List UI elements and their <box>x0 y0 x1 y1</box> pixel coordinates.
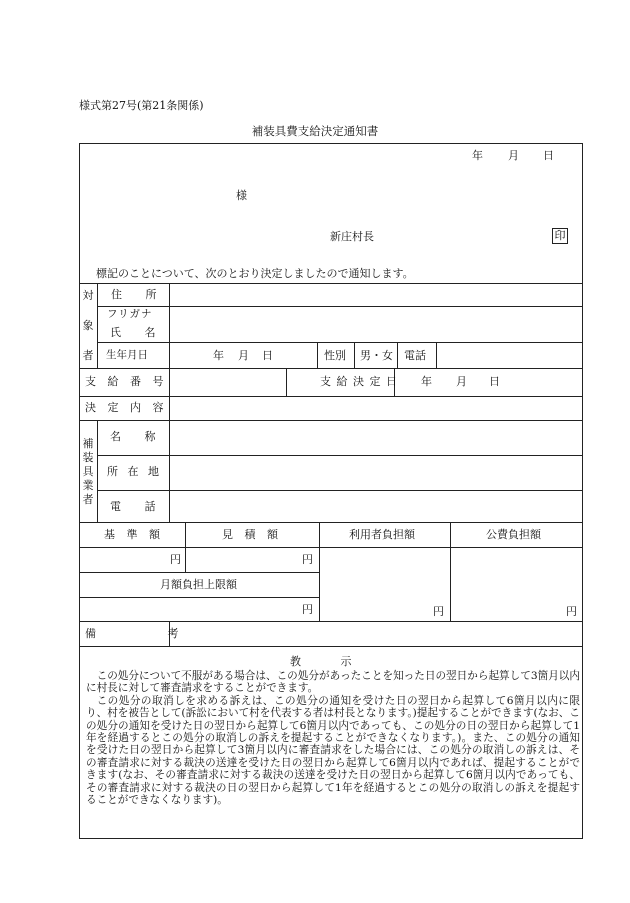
document-title: 補装具費支給決定通知書 <box>251 124 379 138</box>
phone-label: 電話 <box>404 349 426 362</box>
vendor-label-1: 補 <box>82 437 94 450</box>
issuer: 新庄村長 <box>330 230 374 243</box>
rule <box>79 646 583 647</box>
standard-amount-label: 基 準 額 <box>104 528 164 541</box>
rule <box>317 342 318 368</box>
rule <box>286 368 287 396</box>
rule <box>79 621 583 622</box>
notice-text <box>86 670 580 806</box>
vendor-label-3: 具 <box>82 465 94 478</box>
remarks-label: 備 考 <box>85 627 213 640</box>
birthdate-label: 生年月日 <box>106 349 148 361</box>
birth-year: 年 <box>213 349 224 362</box>
rule <box>319 522 320 621</box>
vendor-location-label: 所 在 地 <box>107 465 162 478</box>
subject-label-2: 象 <box>82 319 94 332</box>
vendor-label-2: 装 <box>82 451 94 464</box>
yen-unit: 円 <box>170 553 181 566</box>
rule <box>397 342 398 368</box>
estimate-amount-label: 見 積 額 <box>222 528 282 541</box>
addressee-suffix: 様 <box>236 189 247 202</box>
notice-paragraph: この処分について不服がある場合は、この処分があったことを知った日の翌日から起算して3箇月以内に村長に対して審査請求をすることができます。 <box>86 670 580 695</box>
rule <box>354 342 355 368</box>
rule <box>79 522 583 523</box>
rule <box>79 396 583 397</box>
rule <box>79 547 583 548</box>
sex-options: 男・女 <box>360 349 393 362</box>
rule <box>450 522 451 621</box>
vendor-label-5: 者 <box>82 493 94 506</box>
intro-text: 標記のことについて、次のとおり決定しましたので通知します。 <box>96 267 414 280</box>
rule <box>169 283 170 522</box>
birth-day: 日 <box>262 349 273 362</box>
vendor-label-4: 業 <box>82 479 94 492</box>
yen-unit: 円 <box>302 603 313 616</box>
issue-date-day: 日 <box>543 149 554 162</box>
birth-month: 月 <box>238 349 249 362</box>
vendor-name-label: 名 称 <box>110 430 166 443</box>
yen-unit: 円 <box>566 605 577 618</box>
public-burden-label: 公費負担額 <box>486 528 541 541</box>
rule <box>97 283 98 368</box>
address-label: 住 所 <box>111 288 167 301</box>
rule <box>79 597 319 598</box>
seal-mark: 印 <box>552 228 568 244</box>
subject-label-3: 者 <box>82 349 94 362</box>
sex-label: 性別 <box>324 349 346 362</box>
rule <box>97 420 98 522</box>
name-label: 氏 名 <box>110 326 166 339</box>
notice-paragraph: この処分の取消しを求める訴えは、この処分の通知を受けた日の翌日から起算して6箇月以内に限り、村を被告として(訴訟において村を代表する者は村長となります。)提起することができます(なお、この処分の通知を受けた日の翌日から起算して6箇月以内であっても、この処分の日の翌日から起算して1年を経過するとこの処分の取消しの訴えを提起することができなくなります。)。また、この処分の通知を受けた日の翌日から起算して3箇月以内に審査請求をした場合には、この処分の取消しの訴えは、その審査請求に対する裁決の送達を受けた日の翌日から起算して6箇月以内であれば、提起することができます(なお、その審査請求に対する裁決の送達を受けた日の翌日から起算して6箇月以内であっても、その審査請求に対する裁決の日の翌日から起算して1年を経過するとこの処分の取消しの訴えを提起することができなくなります)。 <box>86 694 580 807</box>
form-code: 様式第27号(第21条関係) <box>79 99 204 112</box>
rule <box>185 522 186 572</box>
subject-label-1: 対 <box>82 289 94 302</box>
decision-day: 日 <box>489 375 500 388</box>
rule <box>79 368 583 369</box>
vendor-phone-label: 電 話 <box>110 500 166 513</box>
rule <box>436 342 437 368</box>
monthly-cap-label: 月額負担上限額 <box>160 578 237 591</box>
payment-number-label: 支 給 番 号 <box>85 375 168 388</box>
rule <box>79 283 583 284</box>
notice-heading: 教 示 <box>290 655 370 668</box>
decision-content-label: 決 定 内 容 <box>85 401 168 414</box>
decision-month: 月 <box>456 375 467 388</box>
decision-date-label: 支 給 決 定 日 <box>320 375 398 388</box>
user-burden-label: 利用者負担額 <box>349 528 415 541</box>
yen-unit: 円 <box>302 553 313 566</box>
issue-date-year: 年 <box>472 149 483 162</box>
yen-unit: 円 <box>433 605 444 618</box>
rule <box>79 420 583 421</box>
furigana-label: フリガナ <box>107 308 153 320</box>
rule <box>79 572 319 573</box>
issue-date-month: 月 <box>508 149 519 162</box>
decision-year: 年 <box>421 375 432 388</box>
